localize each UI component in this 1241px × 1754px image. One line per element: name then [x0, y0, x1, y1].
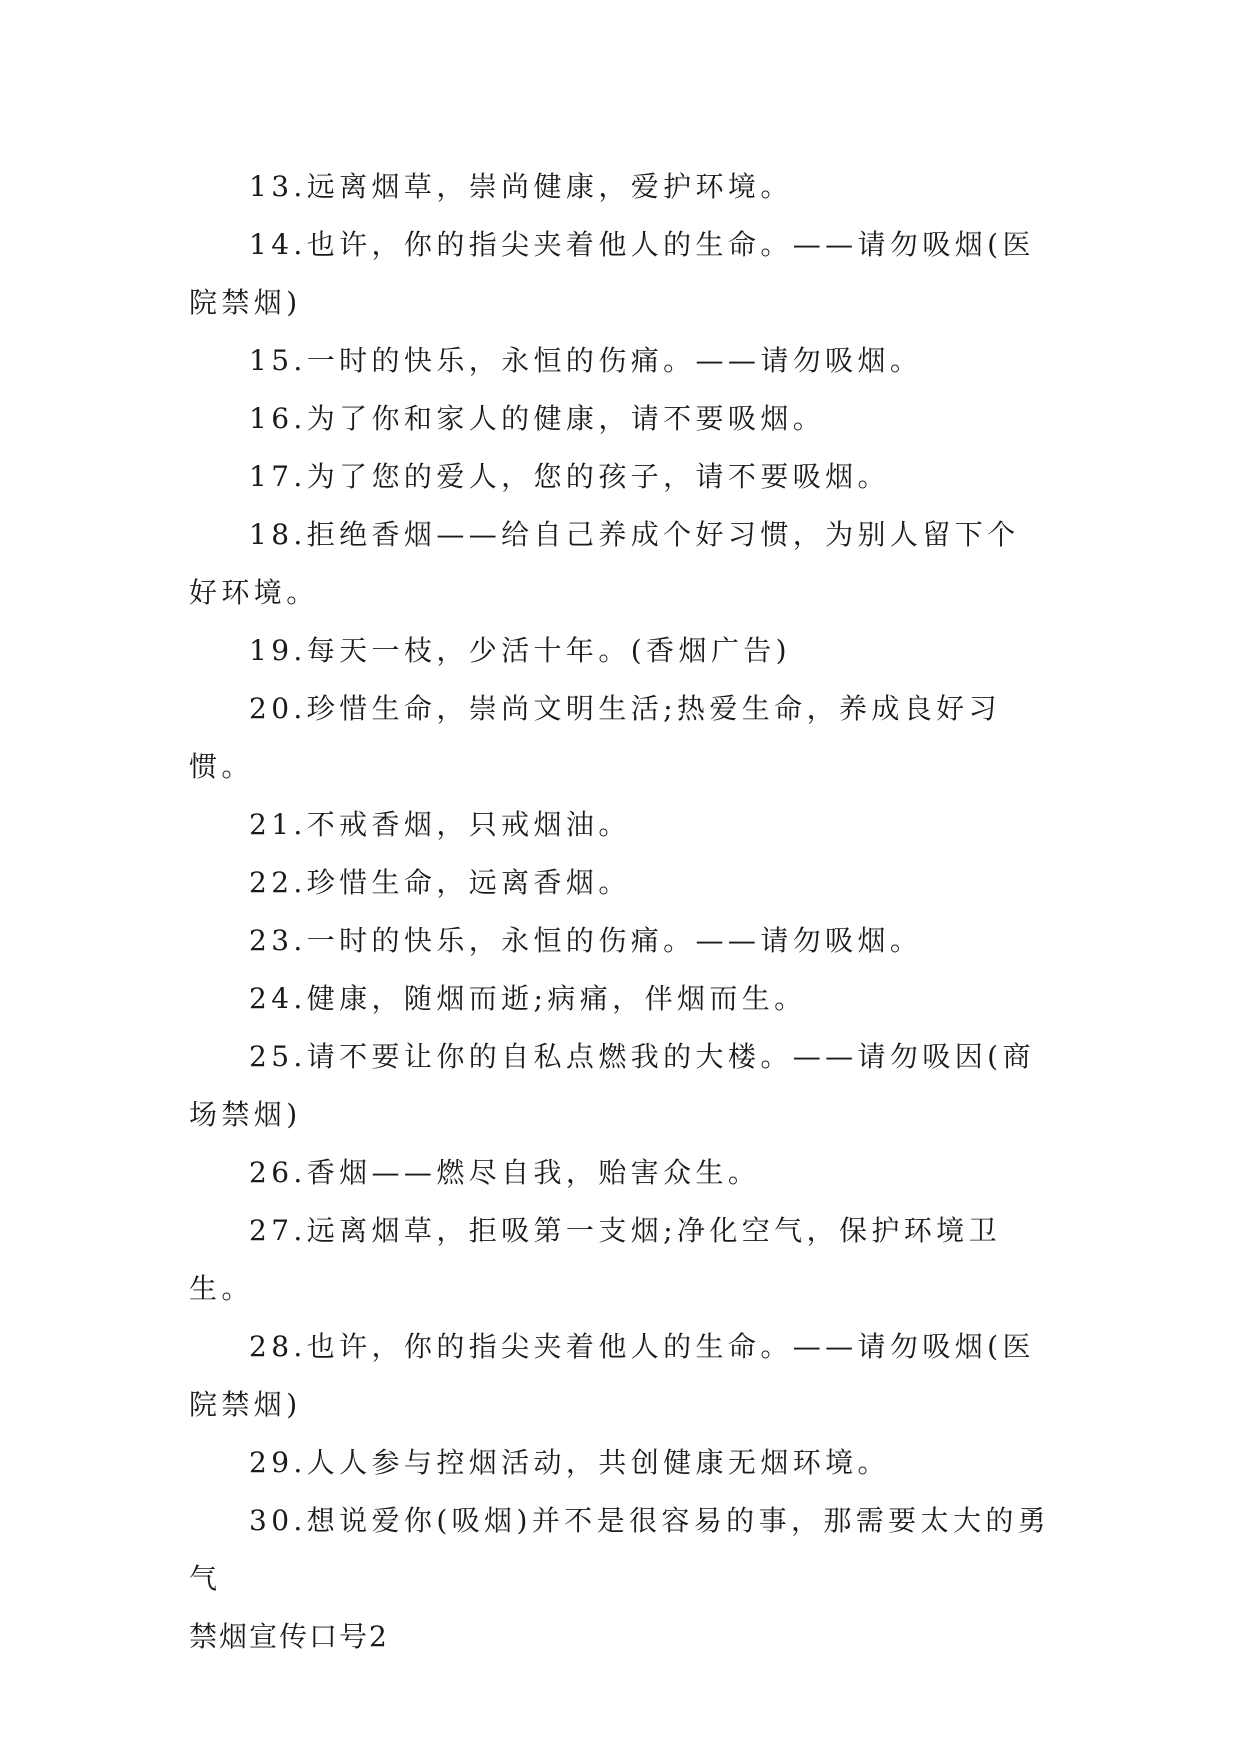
slogan-19: 19.每天一枝，少活十年。(香烟广告) [249, 634, 791, 667]
slogan-21: 21.不戒香烟，只戒烟油。 [249, 808, 631, 841]
slogan-25: 25.请不要让你的自私点燃我的大楼。——请勿吸因(商场禁烟) [189, 1040, 1035, 1131]
slogan-13: 13.远离烟草，崇尚健康，爱护环境。 [249, 170, 793, 203]
slogan-17: 17.为了您的爱人，您的孩子，请不要吸烟。 [249, 460, 890, 493]
slogan-15: 15.一时的快乐，永恒的伤痛。——请勿吸烟。 [249, 344, 923, 377]
slogan-30: 30.想说爱你(吸烟)并不是很容易的事，那需要太大的勇气 [189, 1504, 1051, 1595]
slogan-26: 26.香烟——燃尽自我，贻害众生。 [249, 1156, 761, 1189]
slogan-18: 18.拒绝香烟——给自己养成个好习惯，为别人留下个好环境。 [189, 518, 1020, 609]
slogan-14: 14.也许，你的指尖夹着他人的生命。——请勿吸烟(医院禁烟) [189, 228, 1035, 319]
slogan-22: 22.珍惜生命，远离香烟。 [249, 866, 631, 899]
slogan-28: 28.也许，你的指尖夹着他人的生命。——请勿吸烟(医院禁烟) [189, 1330, 1035, 1421]
section-heading: 禁烟宣传口号2 [189, 1620, 389, 1653]
slogan-20: 20.珍惜生命，崇尚文明生活;热爱生命，养成良好习惯。 [189, 692, 1001, 783]
slogan-23: 23.一时的快乐，永恒的伤痛。——请勿吸烟。 [249, 924, 923, 957]
document-body [189, 158, 1051, 1666]
slogan-27: 27.远离烟草，拒吸第一支烟;净化空气，保护环境卫生。 [189, 1214, 1001, 1305]
slogan-16: 16.为了你和家人的健康，请不要吸烟。 [249, 402, 826, 435]
slogan-24: 24.健康，随烟而逝;病痛，伴烟而生。 [249, 982, 807, 1015]
slogan-29: 29.人人参与控烟活动，共创健康无烟环境。 [249, 1446, 890, 1479]
